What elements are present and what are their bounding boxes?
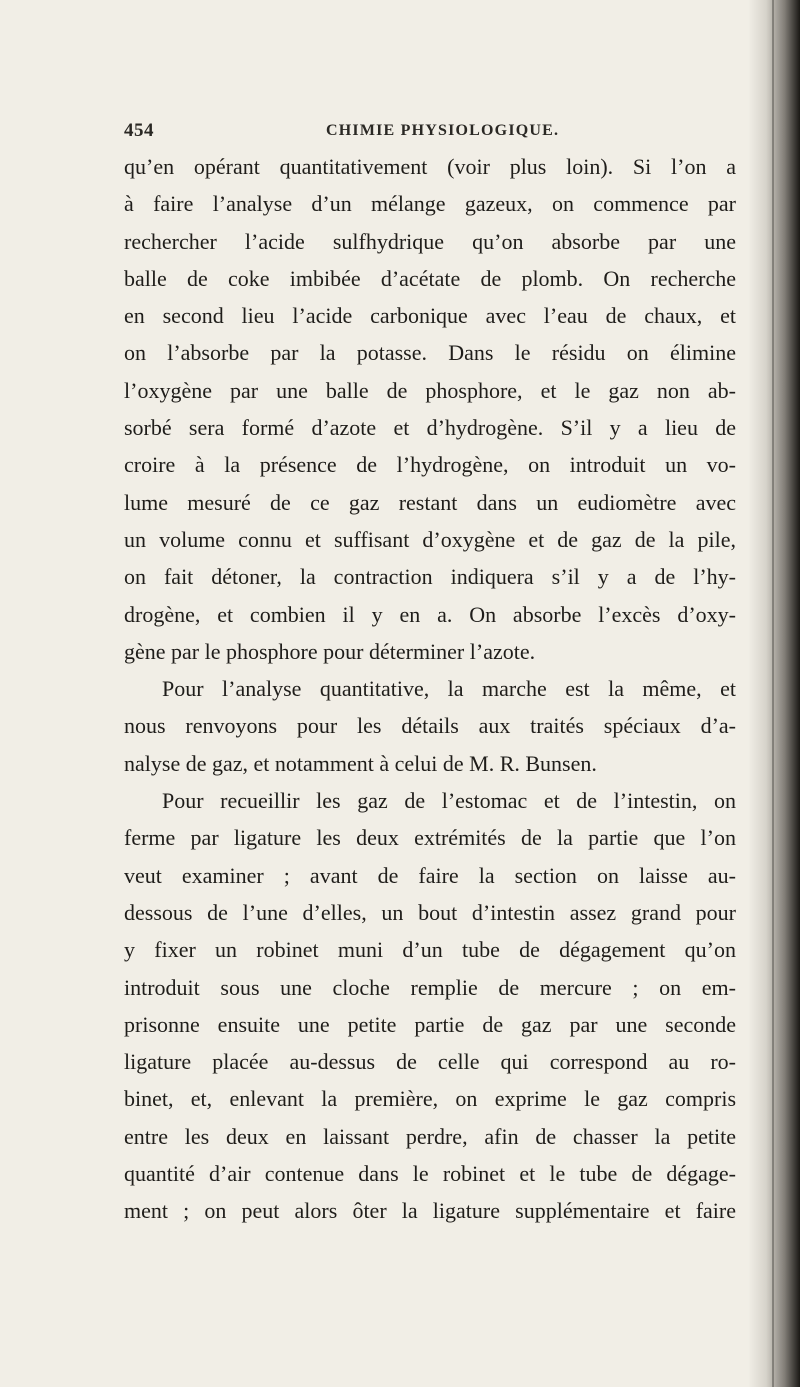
binding-shadow xyxy=(748,0,800,1387)
text-line: nous renvoyons pour les détails aux traités spéciaux d’a- xyxy=(124,713,736,739)
text-line: on fait détoner, la contraction indiquera s’il y a de l’hy- xyxy=(124,564,736,590)
text-line: l’oxygène par une balle de phosphore, et le gaz non ab- xyxy=(124,377,736,403)
page-number: 454 xyxy=(124,120,154,141)
text-line: nalyse de gaz, et notamment à celui de M. R. Bunsen. xyxy=(124,750,597,776)
running-head: CHIMIE PHYSIOLOGIQUE. xyxy=(326,122,560,139)
text-line: gène par le phosphore pour déterminer l’azote. xyxy=(124,638,536,664)
body-text xyxy=(124,148,736,1230)
text-line: quantité d’air contenue dans le robinet et le tube de dégage- xyxy=(124,1161,736,1187)
text-line: Pour recueillir les gaz de l’estomac et de l’intestin, on xyxy=(162,788,736,814)
page-header xyxy=(0,120,800,146)
text-line: un volume connu et suffisant d’oxygène et de gaz de la pile, xyxy=(124,526,736,552)
text-line: rechercher l’acide sulfhydrique qu’on absorbe par une xyxy=(124,228,736,254)
text-line: croire à la présence de l’hydrogène, on introduit un vo- xyxy=(124,452,736,478)
text-line: en second lieu l’acide carbonique avec l’eau de chaux, et xyxy=(124,303,736,329)
text-line: sorbé sera formé d’azote et d’hydrogène. S’il y a lieu de xyxy=(124,415,736,441)
text-line: on l’absorbe par la potasse. Dans le résidu on élimine xyxy=(124,340,736,366)
text-line: lume mesuré de ce gaz restant dans un eudiomètre avec xyxy=(124,489,736,515)
text-line: à faire l’analyse d’un mélange gazeux, on commence par xyxy=(124,191,736,217)
text-line: introduit sous une cloche remplie de mercure ; on em- xyxy=(124,974,736,1000)
text-line: prisonne ensuite une petite partie de gaz par une seconde xyxy=(124,1011,736,1037)
text-line: entre les deux en laissant perdre, afin de chasser la petite xyxy=(124,1123,736,1149)
text-line: qu’en opérant quantitativement (voir plus loin). Si l’on a xyxy=(124,154,736,179)
text-line: balle de coke imbibée d’acétate de plomb. On recherche xyxy=(124,265,736,291)
text-line: Pour l’analyse quantitative, la marche est la même, et xyxy=(162,676,736,702)
text-line: ferme par ligature les deux extrémités de la partie que l’on xyxy=(124,825,736,851)
text-line: veut examiner ; avant de faire la section on laisse au- xyxy=(124,862,736,888)
text-line: dessous de l’une d’elles, un bout d’intestin assez grand pour xyxy=(124,899,736,925)
text-line: drogène, et combien il y en a. On absorbe l’excès d’oxy- xyxy=(124,601,736,627)
text-line: ment ; on peut alors ôter la ligature supplémentaire et faire xyxy=(124,1198,736,1224)
text-line: y fixer un robinet muni d’un tube de dégagement qu’on xyxy=(124,937,736,963)
text-line: ligature placée au-dessus de celle qui correspond au ro- xyxy=(124,1049,736,1075)
text-line: binet, et, enlevant la première, on exprime le gaz compris xyxy=(124,1086,736,1112)
